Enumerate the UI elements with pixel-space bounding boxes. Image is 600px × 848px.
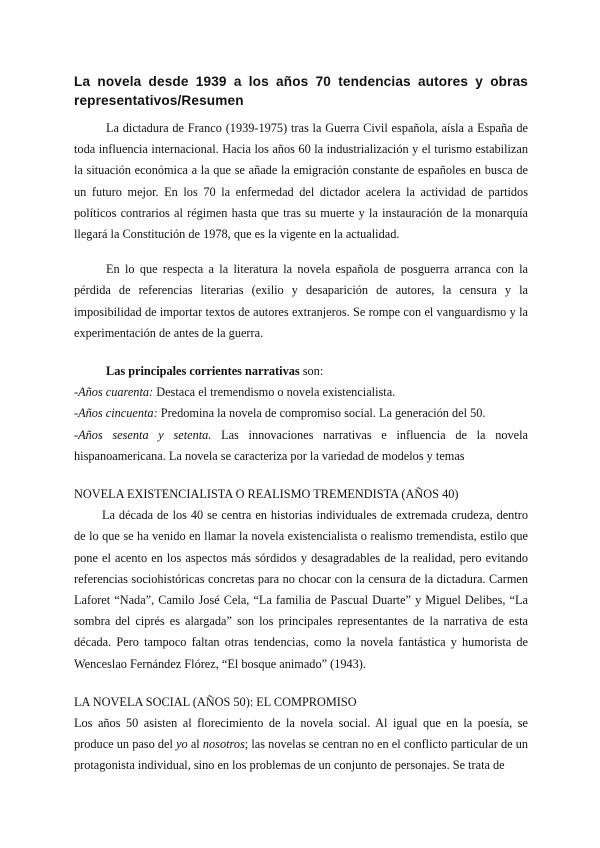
current-label: -Años sesenta y setenta.: [74, 427, 212, 442]
intro-paragraph-history: La dictadura de Franco (1939-1975) tras la Guerra Civil española, aísla a España de toda influencia internacional. Hacia los años 60 la industrialización y el turismo estabilizan la situación económica a la que se añade la emigración constante de españoles en busca de un futuro mejor. En los 70 la enfermedad del dictador acelera la actividad de partidos políticos contrarios al régimen hasta que tras su muerte y la instauración de la monarquía llegará la Constitución de 1978, que es la vigente en la actualidad.: [74, 121, 528, 242]
current-label: -Años cincuenta:: [74, 406, 158, 421]
social-text-part: Los años 50 asisten al florecimiento de la novela social. Al igual que en la poesía, se produce un paso del: [74, 716, 528, 752]
list-item: [74, 403, 528, 424]
social-text-part: al: [187, 737, 203, 752]
current-text: Las innovaciones narrativas e influencia de la novela hispanoamericana. La novela se caracteriza por la variedad de modelos y temas: [74, 427, 528, 463]
currents-intro-rest: son:: [299, 364, 324, 379]
social-nosotros: nosotros: [202, 737, 245, 752]
social-text-part: ; las novelas se centran no en el conflicto particular de un protagonista individual, sino en los problemas de un conjunto de personajes. Se trata de: [74, 737, 529, 773]
current-text: Predomina la novela de compromiso social. La generación del 50.: [157, 406, 486, 421]
list-item: [74, 382, 528, 403]
current-text: Destaca el tremendismo o novela existencialista.: [153, 385, 396, 400]
currents-intro: [74, 361, 528, 382]
social-yo: yo: [176, 737, 188, 752]
intro-paragraph-literature: En lo que respecta a la literatura la novela española de posguerra arranca con la pérdida de referencias literarias (exilio y desaparición de autores, la censura y la imposibilidad de importar textos de autores extranjeros. Se rompe con el vanguardismo y la experimentación de antes de la guerra.: [74, 262, 528, 340]
section-paragraph-existentialist: La década de los 40 se centra en historias individuales de extremada crudeza, dentro de lo que se ha venido en llamar la novela existencialista o realismo tremendista, estilo que pone el acento en los aspectos más sórdidos y desagradables de la realidad, pero evitando referencias sociohistóricas concretas para no chocar con la censura de la dictadura. Carmen Laforet “Nada”, Camilo José Cela, “La familia de Pascual Duarte” y Miguel Delibes, “La sombra del ciprés es alargada” son los principales representantes de la narrativa de esta década. Pero tampoco faltan otras tendencias, como la novela fantástica y humorista de Wenceslao Fernández Flórez, “El bosque animado” (1943).: [74, 508, 528, 671]
current-label: -Años cuarenta:: [74, 385, 154, 400]
list-item: [74, 425, 528, 467]
section-heading-existentialist: NOVELA EXISTENCIALISTA O REALISMO TREMENDISTA (AÑOS 40): [74, 487, 459, 502]
section-paragraph-social: [74, 713, 528, 777]
document-body: [74, 118, 528, 777]
document-title: La novela desde 1939 a los años 70 tendencias autores y obras representativos/Resumen: [74, 74, 528, 108]
section-heading-social: LA NOVELA SOCIAL (AÑOS 50): EL COMPROMISO: [74, 694, 357, 709]
currents-intro-bold: Las principales corrientes narrativas: [106, 364, 300, 379]
